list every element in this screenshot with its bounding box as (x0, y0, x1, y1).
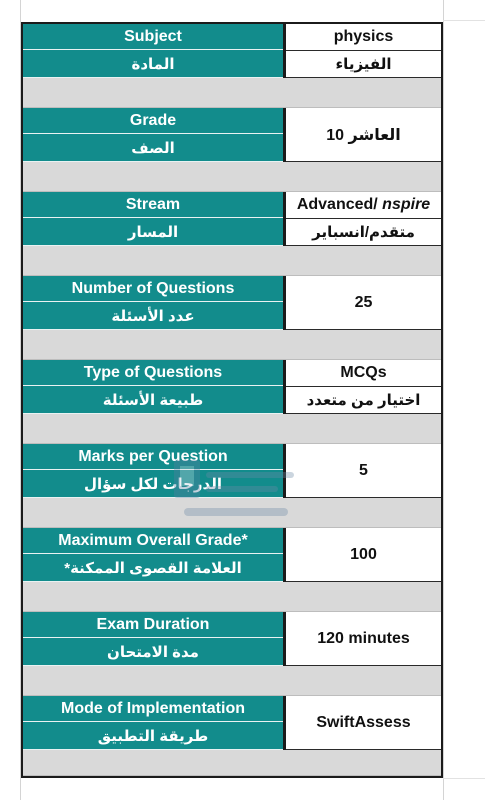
label-en: Marks per Question (23, 444, 283, 470)
label-ar: مدة الامتحان (23, 638, 283, 666)
value: 120 minutes (286, 612, 441, 666)
label-en: Stream (23, 192, 283, 218)
value-ar: اختيار من متعدد (286, 387, 441, 414)
row-maximum-overall-grade (23, 528, 441, 582)
spacer-row (23, 330, 441, 360)
row-gridline (443, 778, 485, 779)
label-en: Mode of Implementation (23, 696, 283, 722)
spacer-row (23, 666, 441, 696)
spacer-row (23, 246, 441, 276)
value-en (286, 192, 441, 219)
label-ar: الدرجات لكل سؤال (23, 470, 283, 498)
value: 25 (286, 276, 441, 330)
value: 5 (286, 444, 441, 498)
value-en: MCQs (286, 360, 441, 387)
spacer-row (23, 498, 441, 528)
label-ar: عدد الأسئلة (23, 302, 283, 330)
row-mode-of-implementation (23, 696, 441, 750)
label-ar: العلامة القصوى الممكنة* (23, 554, 283, 582)
value-en-italic: nspire (382, 196, 431, 213)
label-ar: طبيعة الأسئلة (23, 386, 283, 414)
label-ar: طريقة التطبيق (23, 722, 283, 750)
value: SwiftAssess (286, 696, 441, 750)
spacer-row (23, 414, 441, 444)
spacer-row (23, 78, 441, 108)
column-gridline (443, 0, 444, 800)
row-type-of-questions (23, 360, 441, 414)
label-ar: المسار (23, 218, 283, 246)
exam-specification-table (21, 22, 443, 778)
label-en: Maximum Overall Grade* (23, 528, 283, 554)
label-en: Number of Questions (23, 276, 283, 302)
label-en: Subject (23, 24, 283, 50)
value-en-text: Advanced/ (296, 196, 383, 213)
spacer-row (23, 750, 441, 776)
value: العاشر 10 (286, 108, 441, 162)
value-ar: متقدم/انسباير (286, 219, 441, 246)
row-grade (23, 108, 441, 162)
row-stream (23, 192, 441, 246)
label-en: Exam Duration (23, 612, 283, 638)
value: 100 (286, 528, 441, 582)
spacer-row (23, 162, 441, 192)
row-gridline (443, 20, 485, 21)
label-en: Grade (23, 108, 283, 134)
label-ar: الصف (23, 134, 283, 162)
label-en: Type of Questions (23, 360, 283, 386)
row-marks-per-question (23, 444, 441, 498)
row-number-of-questions (23, 276, 441, 330)
row-subject (23, 24, 441, 78)
label-ar: المادة (23, 50, 283, 78)
spacer-row (23, 582, 441, 612)
value-ar: الفيزياء (286, 51, 441, 78)
value-en: physics (286, 24, 441, 51)
row-exam-duration (23, 612, 441, 666)
